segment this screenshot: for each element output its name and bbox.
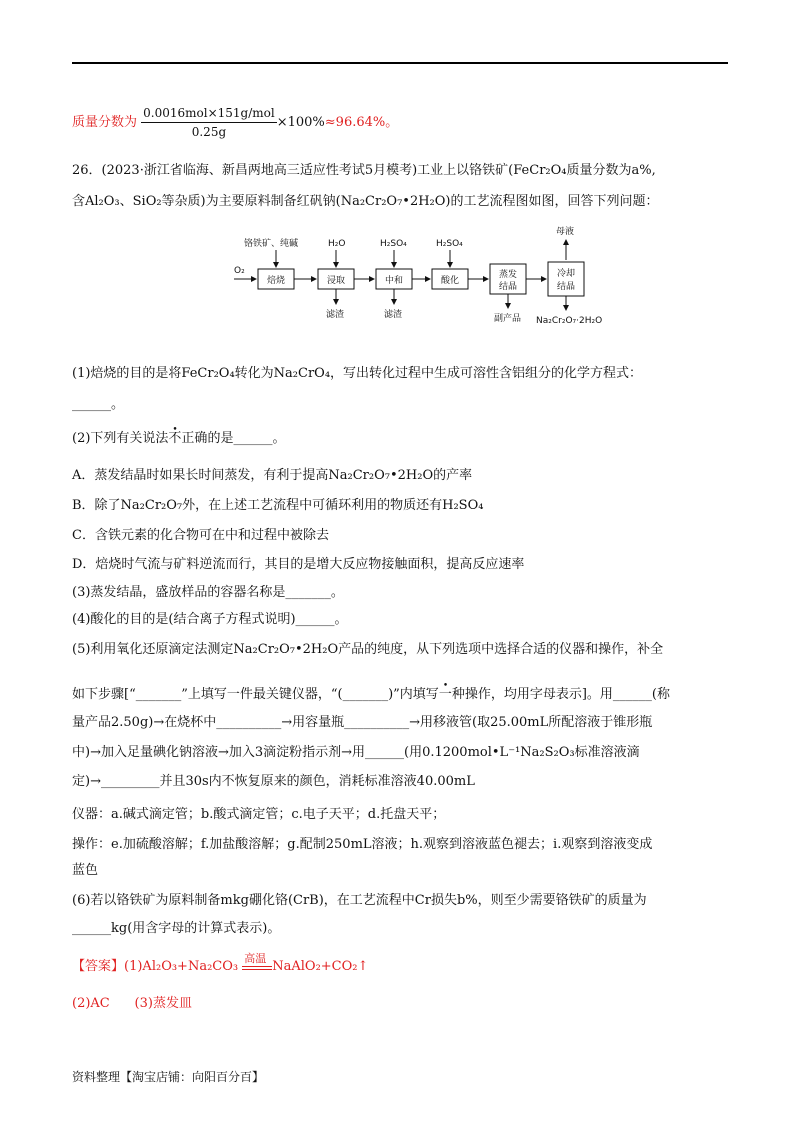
fraction-denominator: 0.25g <box>191 125 227 139</box>
q6-line-1: (6)若以铬铁矿为原料制备mkg硼化铬(CrB)，在工艺流程中Cr损失b%，则至少需要铬铁矿的质量为 <box>72 893 647 908</box>
q4-text: (4)酸化的目的是(结合离子方程式说明)______。 <box>72 612 348 627</box>
input-ore: 铬铁矿、纯碱 <box>244 239 299 249</box>
option-b: B．除了Na₂Cr₂O₇外，在上述工艺流程中可循环利用的物质还有H₂SO₄ <box>72 498 484 513</box>
box-neutralize: 中和 <box>385 276 404 286</box>
operations-list-2: 蓝色 <box>72 863 99 878</box>
q5-line-2a: 如下步骤[“_______”上填写一件最关键仪器，“(_______)”内填写 <box>72 687 439 702</box>
q5-emphasis: 一种 <box>438 687 465 702</box>
option-c: C．含铁元素的化合物可在中和过程中被除去 <box>72 528 329 543</box>
q26-intro-1: 26．(2023·浙江省临海、新昌两地高三适应性考试5月模考)工业上以铬铁矿(FeCr₂O₄质量分数为a%, <box>72 163 656 178</box>
mass-fraction-result: ≈96.64%。 <box>324 115 399 130</box>
output-residue-2: 滤渣 <box>384 310 403 320</box>
q6-line-2: ______kg(用含字母的计算式表示)。 <box>72 921 281 936</box>
box-roast: 焙烧 <box>267 276 286 286</box>
box-leach: 浸取 <box>327 276 346 286</box>
box-evaporate-1: 蒸发 <box>499 270 518 280</box>
answer-line-2: (2)AC (3)蒸发皿 <box>72 996 192 1011</box>
box-cool-1: 冷却 <box>557 269 576 279</box>
box-evaporate-2: 结晶 <box>499 282 518 292</box>
reaction-condition <box>242 952 272 970</box>
option-d: D．焙烧时气流与矿料逆流而行，其目的是增大反应物接触面积，提高反应速率 <box>72 557 525 572</box>
input-h2so4-acidify: H₂SO₄ <box>436 239 463 249</box>
option-a: A．蒸发结晶时如果长时间蒸发，有利于提高Na₂Cr₂O₇•2H₂O的产率 <box>72 468 473 483</box>
box-acidify: 酸化 <box>441 276 460 286</box>
process-flowchart <box>228 222 628 334</box>
output-mother-liquor: 母液 <box>556 227 575 237</box>
q5-line-2 <box>72 686 670 704</box>
answer-eq-left: (1)Al₂O₃+Na₂CO₃ <box>124 959 239 974</box>
box-cool-2: 结晶 <box>557 282 576 292</box>
output-product: Na₂Cr₂O₇·2H₂O <box>536 316 603 326</box>
fraction-multiplier: ×100% <box>276 115 325 130</box>
q26-intro-2: 含Al₂O₃、SiO₂等杂质)为主要原料制备红矾钠(Na₂Cr₂O₇•2H₂O)的工艺流程图如图，回答下列问题： <box>72 194 659 209</box>
header-rule <box>72 62 728 64</box>
footer-source: 资料整理【淘宝店铺：向阳百分百】 <box>72 1070 265 1084</box>
input-h2so4-neutralize: H₂SO₄ <box>380 239 407 249</box>
q3-text: (3)蒸发结晶，盛放样品的容器名称是_______。 <box>72 585 344 600</box>
q1-blank: ______。 <box>72 397 125 412</box>
q1-text: (1)焙烧的目的是将FeCr₂O₄转化为Na₂CrO₄，写出转化过程中生成可溶性含铝组分的化学方程式： <box>72 366 643 381</box>
q5-line-1: (5)利用氧化还原滴定法测定Na₂Cr₂O₇•2H₂O产品的纯度，从下列选项中选择合适的仪器和操作，补全 <box>72 642 664 657</box>
mass-fraction-prefix: 质量分数为 <box>72 115 138 130</box>
q5-line-2b: 操作，均用字母表示]。用______(称 <box>464 687 670 702</box>
q5-line-3: 量产品2.50g)→在烧杯中__________→用容量瓶__________→用移液管(取25.00mL所配溶液于锥形瓶 <box>72 715 653 730</box>
q2-emphasis: 不正确 <box>168 431 208 446</box>
answer-tag: 【答案】 <box>72 959 125 974</box>
answer-line-1 <box>72 952 369 976</box>
condition-label: 高温 <box>244 952 267 965</box>
fraction-numerator: 0.0016mol×151g/mol <box>141 104 277 123</box>
q2-text <box>72 430 285 448</box>
mass-fraction-line <box>72 104 398 141</box>
mass-fraction-fraction <box>141 104 277 141</box>
input-h2o: H₂O <box>328 239 346 249</box>
input-o2: O₂ <box>234 266 245 276</box>
q5-line-5: 定)→_________并且30s内不恢复原来的颜色，消耗标准溶液40.00mL <box>72 774 475 789</box>
output-residue-1: 滤渣 <box>326 310 345 320</box>
output-byproduct: 副产品 <box>494 314 522 324</box>
instruments-list: 仪器：a.碱式滴定管；b.酸式滴定管；c.电子天平；d.托盘天平； <box>72 807 446 822</box>
q5-line-4: 中)→加入足量碘化钠溶液→加入3滴淀粉指示剂→用______(用0.1200mol•L⁻¹Na₂S₂O₃标准溶液滴 <box>72 745 640 760</box>
q2-part-b: 的是______。 <box>207 431 286 446</box>
q2-part-a: (2)下列有关说法 <box>72 431 169 446</box>
answer-eq-right: NaAlO₂+CO₂↑ <box>272 959 369 974</box>
operations-list-1: 操作：e.加硫酸溶解；f.加盐酸溶解；g.配制250mL溶液；h.观察到溶液蓝色褪去；i.观察到溶液变成 <box>72 837 653 852</box>
